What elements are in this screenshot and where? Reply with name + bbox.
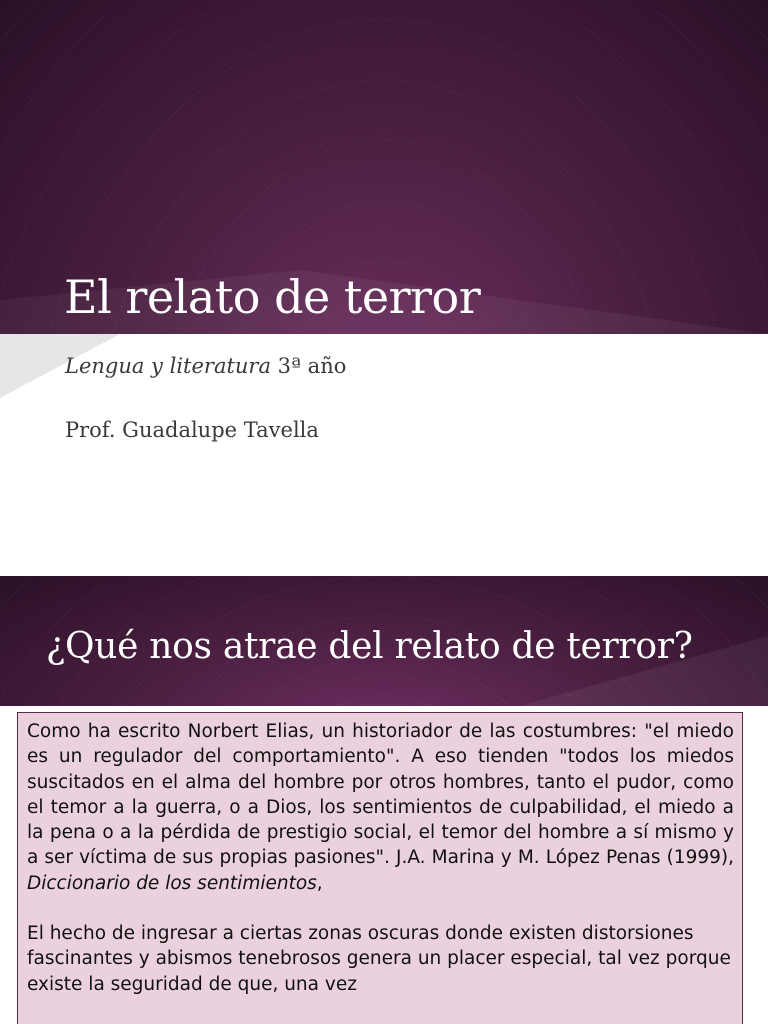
quote-punctuation: , — [316, 872, 323, 894]
slide-title: El relato de terror — [64, 270, 481, 324]
content-banner — [0, 576, 768, 706]
content-slide — [0, 576, 768, 1024]
quote-textbox — [17, 712, 743, 1024]
grade-level: 3ª año — [270, 354, 347, 378]
body-paragraph: El hecho de ingresar a ciertas zonas oscuras donde existen distorsiones fascinantes y abismos tenebrosos genera un placer especial, tal vez porque existe la seguridad de que, una vez — [27, 923, 731, 995]
quote-source: Diccionario de los sentimientos — [27, 872, 317, 894]
slide-title: ¿Qué nos atrae del relato de terror? — [46, 626, 693, 667]
title-banner — [0, 0, 768, 334]
quote-paragraph — [27, 719, 734, 896]
quote-text: Como ha escrito Norbert Elias, un historiador de las costumbres: "el miedo es un regulador del comportamiento". A eso tienden "todos los miedos suscitados en el alma del hombre por otros hombres, tanto el pudor, como el temor a la guerra, o a Dios, los sentimientos de culpabilidad, el miedo a la pena o a la pérdida de prestigio social, el temor del hombre a sí mismo y a ser víctima de sus propias pasiones". J.A. Marina y M. López Penas (1999), — [27, 721, 734, 869]
slide-subtitle — [65, 354, 346, 378]
subject-name: Lengua y literatura — [65, 354, 271, 378]
author-name: Prof. Guadalupe Tavella — [65, 418, 319, 442]
